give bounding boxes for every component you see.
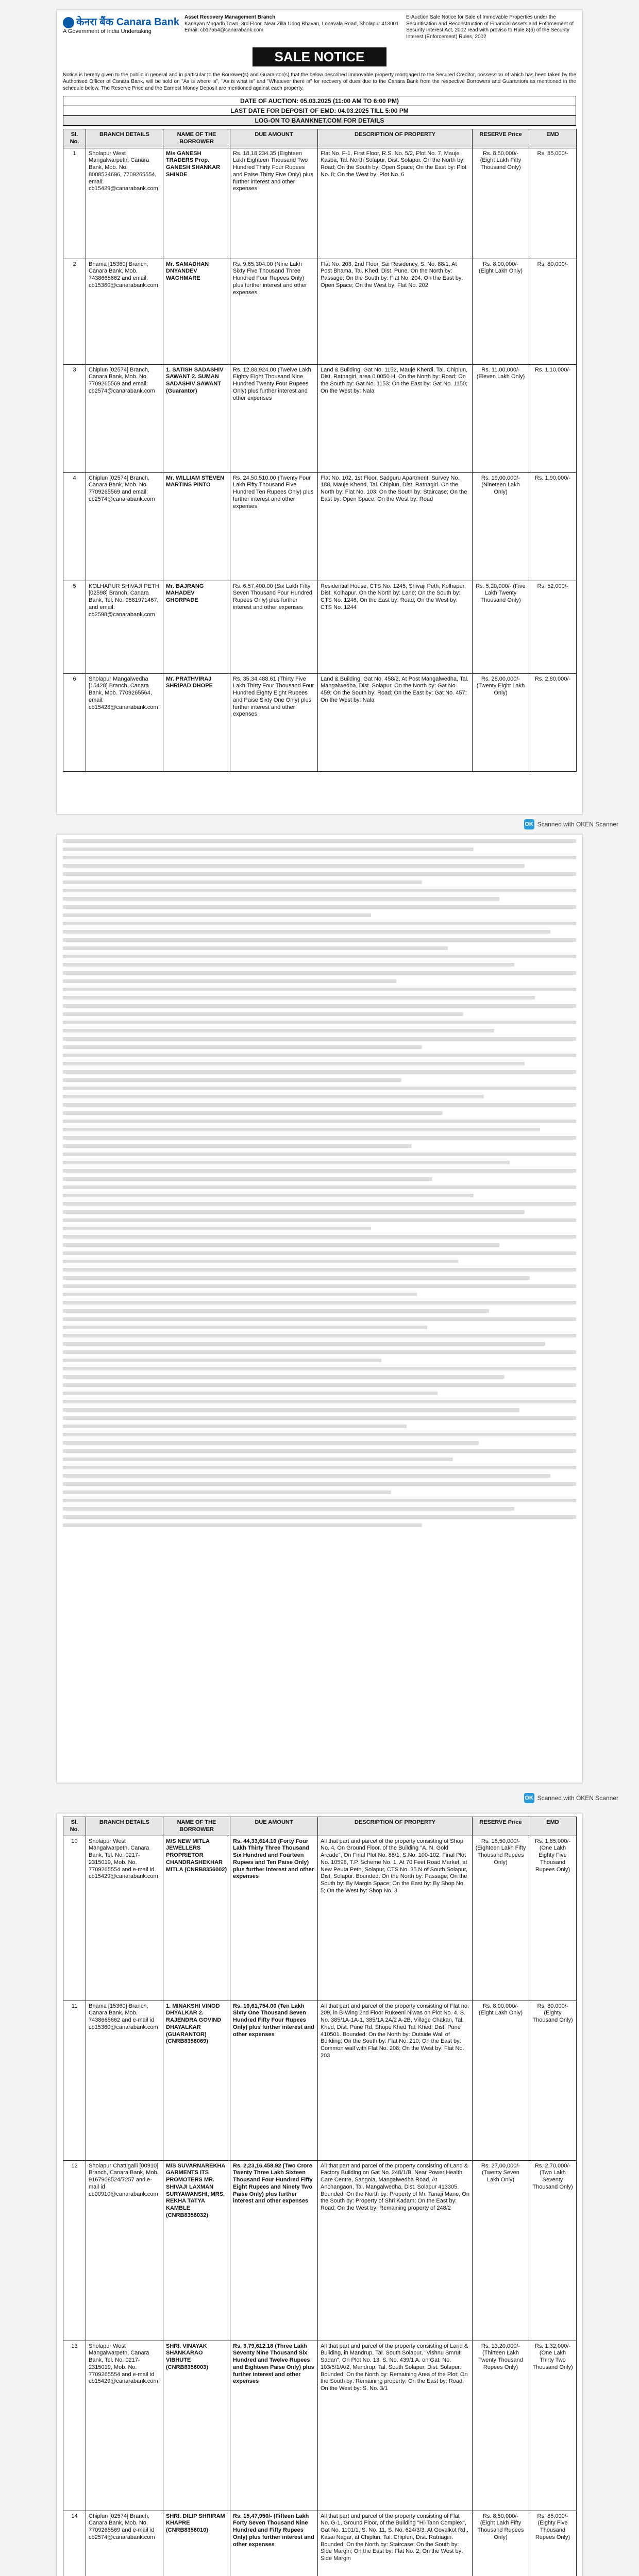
sarfaesi-rules: E-Auction Sale Notice for Sale of Immovable Properties under the Securitisation and Reconstruction of Financial Assets and Enforcement of Security Interest Act, 2002 read with proviso to Rule 8(6) of the Security Interest (Enforcement) Rules, 2002 [406,14,574,40]
faded-scan-text [63,839,576,1527]
col-borrower: NAME OF THE BORROWER [163,129,230,148]
table-row: 4 Chiplun [02574] Branch, Canara Bank, Mob. No. 7709265569 and email: cb2574@canarabank.com Mr. WILLIAM STEVEN MARTINS PINTO Rs. 24,50,510.00 (Twenty Four Lakh Fifty Thousand Five Hundred Ten Rupees Only) plus further interest and other expenses Flat No. 102, 1st Floor, Sadguru Apartment, Survey No. 188, Mauje Khend, Tal. Chiplun, Dist. Ratnagiri. On the North by: Flat No. 103; On the South by: Staircase; On the East by: Open Space; On the West by: Road Rs. 19,00,000/- (Nineteen Lakh Only) Rs. 1,90,000/- [63,472,577,581]
portal-info: LOG-ON TO BAANKNET.COM FOR DETAILS [63,116,576,125]
bank-address: Asset Recovery Management Branch Kanayan Mirgadh Town, 3rd Floor, Near Zilla Udog Bhavan, Lonavala Road, Sholapur 413001 Email: cb17554@canarabank.com [184,14,399,33]
table-row: 2 Bhama [15360] Branch, Canara Bank, Mob. 7438665662 and email: cb15360@canarabank.com Mr. SAMADHAN DNYANDEV WAGHMARE Rs. 9,65,304.00 (Nine Lakh Sixty Five Thousand Three Hundred Four Rupees Only) plus further interest and other expenses Flat No. 203, 2nd Floor, Sai Residency, S. No. 88/1, At Post Bhama, Tal. Khed, Dist. Pune. On the North by: Passage; On the South by: Flat No. 204; On the East by: Open Space; On the West by: Flat No. 202 Rs. 8,00,000/- (Eight Lakh Only) Rs. 80,000/- [63,259,577,364]
scan-page-3 [57,1814,582,2576]
table-row: 11 Bhama [15360] Branch, Canara Bank, Mob. 7438665662 and e-mail id cb15360@canarabank.com 1. MINAKSHI VINOD DHYALKAR 2. RAJENDRA GOVIND DHAYALKAR (GUARANTOR) (CNRB8356069) Rs. 10,61,754.00 (Ten Lakh Sixty One Thousand Seven Hundred Fifty Four Rupees Only) plus further interest and other expenses All that part and parcel of the property consisting of Flat no. 209, in B-Wing 2nd Floor Rukeeni Niwas on Plot No. 4, S. No. 385/1A-1A-1, 385/1A 2A/2 A-2B, Village Chakan, Tal. Khed, Dist. Pune Rd, Shope Khed Tal. Khed, Dist. Pune 410501. Bounded: On the North by: Outside Wall of Building; On the South by: Flat No. 210; On the East by: Common wall with Flat No. 208; On the West by: Flat No. 203 Rs. 8,00,000/- (Eight Lakh Only) Rs. 80,000/- (Eighty Thousand Only) [63,2001,577,2160]
bank-emblem-icon [63,17,74,28]
col-reserve: RESERVE Price [473,129,529,148]
col-emd: EMD [529,129,577,148]
table-row: 5 KOLHAPUR SHIVAJI PETH [02598] Branch, Canara Bank, Tel. No. 9881971467, and email: cb2598@canarabank.com Mr. BAJRANG MAHADEV GHORPADE Rs. 6,57,400.00 (Six Lakh Fifty Seven Thousand Four Hundred Rupees Only) plus further interest and other expenses Residential House, CTS No. 1245, Shivaji Peth, Kolhapur, Dist. Kolhapur. On the North by: Lane; On the South by: CTS No. 1246; On the East by: Road; On the West by: CTS No. 1244 Rs. 5,20,000/- (Five Lakh Twenty Thousand Only) Rs. 52,000/- [63,581,577,673]
notice-header [57,10,582,44]
col-property: DESCRIPTION OF PROPERTY [318,129,473,148]
table-row: 14 Chiplun [02574] Branch, Canara Bank, Mob. No. 7709265569 and e-mail id cb2574@canarabank.com SHRI. DILIP SHRIRAM KHAPRE (CNRB8356010) Rs. 15,47,950/- (Fifteen Lakh Forty Seven Thousand Nine Hundred and Fifty Rupees Only) plus further interest and other expenses All that part and parcel of the property consisting of Flat No. G-1, Ground Floor, of the Building "Hi-Tann Complex", Gat No. 1101/1, S. No. 11, S. No. 624/3/3, At Govalkot Rd., Kasai Nagar, at Chiplun, Tal. Chiplun, Dist. Ratnagiri. Bounded: On the North by: Staircase; On the South by: Side Margin; On the East by: Flat No. 2; On the West by: Side Margin Rs. 8,50,000/- (Eight Lakh Fifty Thousand Rupees Only) Rs. 85,000/- (Eighty Five Thousand Rupees Only) [63,2511,577,2576]
notice-title: SALE NOTICE [253,47,386,66]
bank-tagline: A Government of India Undertaking [63,28,152,35]
property-table-1 [63,129,577,772]
property-table-3 [63,1817,577,2576]
scan-page-1 [57,10,582,814]
table-row: 6 Sholapur Mangalwedha [15428] Branch, Canara Bank, Mob. 7709265564, email: cb15428@canarabank.com Mr. PRATHVIRAJ SHRIPAD DHOPE Rs. 35,34,488.61 (Thirty Five Lakh Thirty Four Thousand Four Hundred Eighty Eight Rupees and Paise Sixty One Only) plus further interest and other expenses Land & Building, Gat No. 458/2, At Post Mangalwedha, Tal. Mangalwedha, Dist. Solapur. On the North by: Gat No. 459; On the South by: Road; On the East by: Gat No. 457; On the West by: Nala Rs. 28,00,000/- (Twenty Eight Lakh Only) Rs. 2,80,000/- [63,673,577,771]
notice-intro: Notice is hereby given to the public in general and in particular to the Borrower(s) and Guarantor(s) that the below described immovable property mortgaged to the Secured Creditor, possession of which has been taken by the Authorised Officer of Canara Bank, will be sold on "As is where is", "As is what is" and "Whatever there is" for recovery of dues due to the Canara Bank from the respective Borrowers and Guarantors as mentioned in the schedule below. The Reserve Price and the Earnest Money Deposit are mentioned against each property. [63,72,576,91]
table-row: 12 Sholapur Chattigalli [00910] Branch, Canara Bank, Mob. 9167908524/7257 and e-mail id cb00910@canarabank.com M/S SUVARNAREKHA GARMENTS ITS PROMOTERS MR. SHIVAJI LAXMAN SURYAWANSHI, MRS. REKHA TATYA KAMBLE (CNRB8356032) Rs. 2,23,16,458.92 (Two Crore Twenty Three Lakh Sixteen Thousand Four Hundred Fifty Eight Rupees and Ninety Two Paise Only) plus further interest and other expenses All that part and parcel of the property consisting of Land & Factory Building on Gat No. 248/1/B, Near Power Health Care Centre, Sangola, Mangalwedha Road, At Anchangaon, Tal. Mangalwedha, Dist. Solapur 413305. Bounded: On the North by: Property of Mr. Tanaji Mane; On the South by: Property of Shri Kadam; On the East by: Road; On the West by: Remaining property of 248/2 Rs. 27,00,000/- (Twenty Seven Lakh Only) Rs. 2,70,000/- (Two Lakh Seventy Thousand Only) [63,2160,577,2341]
col-sl: Sl. No. [63,129,86,148]
col-due: DUE AMOUNT [230,129,318,148]
scanner-watermark: OK Scanned with OKEN Scanner [524,1793,618,1803]
table-row: 1 Sholapur West Mangalwarpeth, Canara Bank, Mob. No. 8008534696, 7709265554, email: cb15429@canarabank.com M/s GANESH TRADERS Prop. GANESH SHANKAR SHINDE Rs. 18,18,234.35 (Eighteen Lakh Eighteen Thousand Two Hundred Thirty Four Rupees and Paise Thirty Five Only) plus further interest and other expenses Flat No. F-1, First Floor, R.S. No. 5/2, Plot No. 7, Mauje Kasba, Tal. North Solapur, Dist. Solapur. On the North by: Road; On the South by: Open Space; On the East by: Plot No. 8; On the West by: Plot No. 6 Rs. 8,50,000/- (Eight Lakh Fifty Thousand Only) Rs. 85,000/- [63,148,577,259]
table-header-row [63,129,577,148]
table-header-row: Sl. No. BRANCH DETAILS NAME OF THE BORROWER DUE AMOUNT DESCRIPTION OF PROPERTY RESERVE Price EMD [63,1817,577,1836]
auction-date: DATE OF AUCTION: 05.03.2025 (11:00 AM TO 6:00 PM) [63,96,576,106]
scanner-watermark: OK Scanned with OKEN Scanner [524,819,618,829]
auction-info-box [63,96,576,126]
col-branch: BRANCH DETAILS [86,129,163,148]
oken-scanner-icon: OK [524,819,534,829]
table-row: 3 Chiplun [02574] Branch, Canara Bank, Mob. No. 7709265569 and email: cb2574@canarabank.com 1. SATISH SADASHIV SAWANT 2. SUMAN SADASHIV SAWANT (Guarantor) Rs. 12,88,924.00 (Twelve Lakh Eighty Eight Thousand Nine Hundred Twenty Four Rupees Only) plus further interest and other expenses Land & Building, Gat No. 1152, Mauje Kherdi, Tal. Chiplun, Dist. Ratnagiri, area 0.0050 H. On the North by: Road; On the South by: Gat No. 1153; On the East by: Gat No. 1150; On the West by: Nala Rs. 11,00,000/- (Eleven Lakh Only) Rs. 1,10,000/- [63,364,577,472]
table-row: 10 Sholapur West Mangalwarpeth, Canara Bank, Tel. No. 0217-2315019, Mob. No. 7709265554 and e-mail id cb15429@canarabank.com M/S NEW MITLA JEWELLERS PROPRIETOR CHANDRASHEKHAR MITLA (CNRB8356002) Rs. 44,33,614.10 (Forty Four Lakh Thirty Three Thousand Six Hundred and Fourteen Rupees and Ten Paise Only) plus further interest and other expenses All that part and parcel of the property consisting of Shop No. 4, On Ground Floor, of the Building "A. N. Gold Arcade", On Final Plot No. 88/1, S.No. 100-102, Final Plot No. 10598, T.P. Scheme No. 1, At 70 Feet Road Market, at New Peuta Peth, Solapur, CTS No. 35 N of South Solapur, Dist. Solapur. Bounded: On the North by: Passage; On the South by: By Margin Space; On the East by: By Shop No. 5; On the West by: Shop No. 3 Rs. 18,50,000/- (Eighteen Lakh Fifty Thousand Rupees Only) Rs. 1,85,000/- (One Lakh Eighty Five Thousand Rupees Only) [63,1836,577,2001]
scan-page-2 [57,835,582,1783]
bank-logo: केनरा बैंक Canara Bank [63,14,179,28]
oken-scanner-icon: OK [524,1793,534,1803]
emd-last-date: LAST DATE FOR DEPOSIT OF EMD: 04.03.2025 TILL 5:00 PM [63,106,576,116]
bank-logo-block [63,14,179,35]
table-row: 13 Sholapur West Mangalwarpeth, Canara Bank, Tel. No. 0217-2315019, Mob. No. 7709265554 and e-mail id cb15429@canarabank.com SHRI. VINAYAK SHANKARAO VIBHUTE (CNRB8356003) Rs. 3,79,612.18 (Three Lakh Seventy Nine Thousand Six Hundred and Twelve Rupees and Eighteen Paise Only) plus further interest and other expenses All that part and parcel of the property consisting of Land & Building, in Mandrup, Tal. South Solapur, "Vishnu Smruti Sadan", On Plot No. 13, S. No. 439/1 A. on Gat. No. 103/5/1/A/2, Mandrup, Tal. South Solapur, Dist. Solapur. Bounded: On the North by: Remaining Area of the Plot; On the South by: Remaining property; On the East by: Road; On the West by: S. No. 3/1 Rs. 13,20,000/- (Thirteen Lakh Twenty Thousand Rupees Only) Rs. 1,32,000/- (One Lakh Thirty Two Thousand Only) [63,2341,577,2511]
